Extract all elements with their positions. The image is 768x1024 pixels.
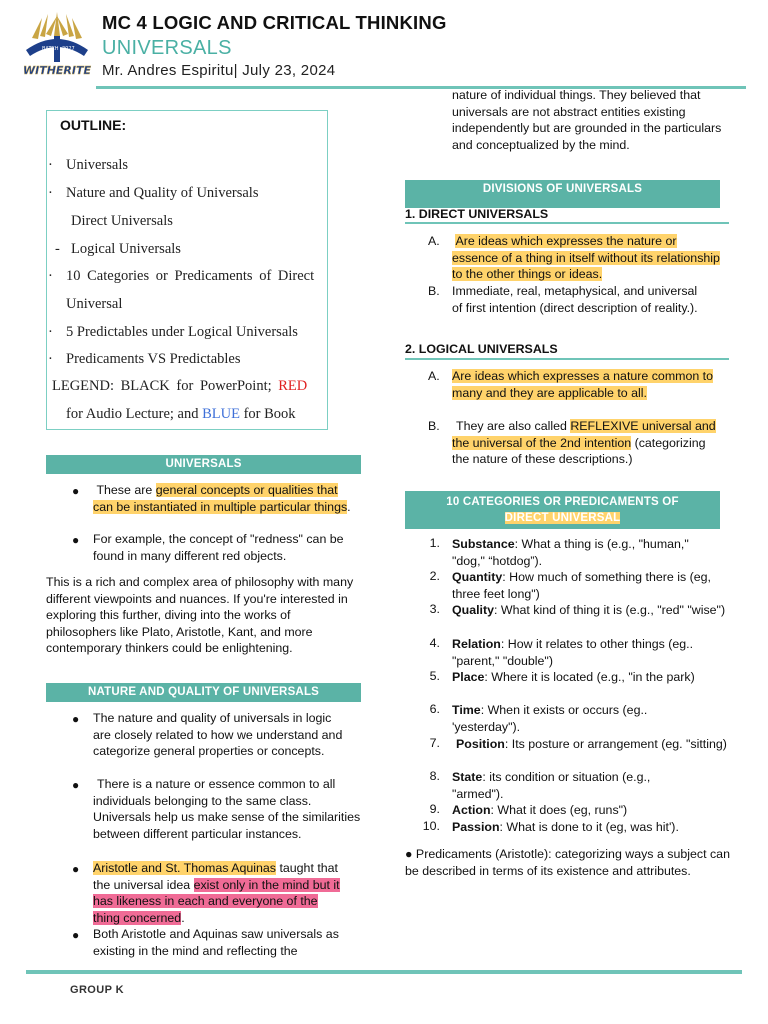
outline-item: Direct Universals — [71, 213, 173, 229]
legend-text: for Audio Lecture; and — [66, 406, 199, 422]
list-number: 5. — [429, 669, 440, 683]
nature-continued: nature of individual things. They believed that universals are not abstract entities existing independently but are grounded in the particulars and conceptualized by the mind. — [452, 88, 722, 152]
batch-logo — [18, 6, 96, 84]
author-date-line: Mr. Andres Espiritu| July 23, 2024 — [102, 62, 336, 79]
list-number: 4. — [429, 636, 440, 650]
category-item: Place: Where it is located (e.g., "in the park) — [452, 670, 695, 684]
list-number: 9. — [429, 802, 440, 816]
category-item: Quality: What kind of thing it is (e.g., "red" "wise") — [452, 603, 726, 617]
legend-line-2 — [66, 406, 296, 423]
category-item: Substance: What a thing is (e.g., "human," "dog," “hotdog”). — [452, 537, 689, 568]
outline-item: Logical Universals — [71, 241, 181, 257]
document-subtitle: UNIVERSALS — [102, 37, 232, 59]
list-number: 1. — [429, 536, 440, 550]
direct-item-b: Immediate, real, metaphysical, and universal of first intention (direct description of reality.). — [452, 284, 698, 315]
bullet-icon: ● — [72, 484, 80, 498]
logo-wordmark: WITHERITE — [22, 64, 92, 77]
logo-batch-text: BATCH — [42, 46, 59, 52]
categories-title-line-1: 10 CATEGORIES OR PREDICAMENTS OF — [446, 496, 679, 508]
section-header-categories — [405, 491, 720, 529]
outline-box — [46, 110, 328, 430]
nature-bullet-1: The nature and quality of universals in logic are closely related to how we understand and categorize general properties or concepts. — [93, 711, 343, 758]
list-number: 2. — [429, 569, 440, 583]
direct-item-a — [452, 233, 722, 283]
outline-heading: OUTLINE: — [60, 117, 127, 133]
logical-item-a — [452, 368, 717, 401]
logo-year-text: 2027 — [62, 46, 75, 52]
category-item: Relation: How it relates to other things (eg.. "parent," "double") — [452, 637, 694, 668]
logical-universals-heading: 2. LOGICAL UNIVERSALS — [405, 342, 558, 356]
legend-text: LEGEND: BLACK for PowerPoint; — [52, 378, 272, 394]
highlight-yellow: Are ideas which expresses the nature or essence of a thing in itself without its relationship to the other things or ideas. — [452, 234, 720, 281]
categories-title-line-2: DIRECT UNIVERSAL — [504, 512, 621, 524]
list-number: 8. — [429, 769, 440, 783]
outline-marker: · — [48, 268, 53, 284]
footer-group-label: GROUP K — [70, 984, 124, 996]
outline-item: Predicaments VS Predictables — [66, 351, 241, 367]
document-title: MC 4 LOGIC AND CRITICAL THINKING — [102, 12, 447, 33]
highlight-yellow: REFLEXIVE universal and the universal of the 2nd intention — [452, 419, 716, 450]
bullet-icon: ● — [72, 928, 80, 942]
direct-universals-heading: 1. DIRECT UNIVERSALS — [405, 207, 549, 221]
highlight-pink: exist only in the mind but it has likeness in each and everyone of the thing concerned — [93, 877, 340, 925]
list-marker: A. — [428, 234, 440, 248]
list-number: 7. — [429, 736, 440, 750]
predicaments-note: ● Predicaments (Aristotle): categorizing ways a subject can be described in terms of its existence and attributes. — [405, 847, 730, 878]
category-item: Passion: What is done to it (eg, was hit'). — [452, 820, 679, 834]
subheading-rule — [405, 358, 729, 360]
outline-marker: · — [48, 351, 53, 367]
nature-bullet-4: Both Aristotle and Aquinas saw universals as existing in the mind and reflecting the — [93, 927, 339, 958]
highlight-yellow: general concepts or qualities that can be instantiated in multiple particular things — [93, 483, 348, 514]
highlight-yellow: Are ideas which expresses a nature common to many and they are applicable to all. — [452, 369, 714, 400]
outline-item: Universals — [66, 157, 129, 173]
footer-divider — [26, 970, 742, 974]
subheading-rule — [405, 222, 729, 224]
list-number: 3. — [429, 602, 440, 616]
category-item: Time: When it exists or occurs (eg.. 'yesterday"). — [452, 703, 648, 734]
bullet-icon: ● — [72, 712, 80, 726]
legend-blue: BLUE — [202, 406, 240, 422]
list-marker: A. — [428, 369, 440, 383]
list-number: 6. — [429, 702, 440, 716]
logical-item-b: They are also called REFLEXIVE universal and the universal of the 2nd intention (categorizing the nature of these descriptions.) — [452, 419, 716, 466]
outline-marker: · — [48, 324, 53, 340]
category-item: State: its condition or situation (e.g., "armed"). — [452, 770, 651, 801]
outline-item: Universal — [66, 296, 123, 312]
bullet-icon: ● — [72, 533, 80, 547]
category-item: Position: Its posture or arrangement (eg. "sitting) — [456, 737, 727, 751]
bullet-icon: ● — [72, 862, 80, 876]
section-header-divisions: DIVISIONS OF UNIVERSALS — [405, 180, 720, 208]
universals-bullet-1: These are general concepts or qualities that can be instantiated in multiple particular things. — [93, 483, 351, 514]
nature-bullet-3: Aristotle and St. Thomas Aquinas taught that the universal idea exist only in the mind but it has likeness in each and everyone of the thing concerned. — [93, 861, 340, 925]
outline-item: Nature and Quality of Universals — [66, 185, 259, 201]
outline-item: 5 Predictables under Logical Universals — [66, 324, 298, 340]
outline-item: 10 Categories or Predicaments of Direct — [66, 268, 315, 284]
outline-marker: · — [48, 185, 53, 201]
section-header-universals: UNIVERSALS — [46, 455, 361, 474]
list-number: 10. — [422, 819, 440, 833]
outline-marker: - — [55, 241, 60, 257]
legend-red: RED — [278, 378, 308, 394]
legend-text: for Book — [243, 406, 296, 422]
highlight-yellow: Aristotle and St. Thomas Aquinas — [93, 861, 276, 875]
universals-paragraph: This is a rich and complex area of philosophy with many different viewpoints and nuances. If you're interested in exploring this further, diving into the works of philosophers like Plato, Aristotle, Kant, and more contemporary thinkers could be enlightening. — [46, 575, 354, 655]
list-marker: B. — [428, 419, 440, 433]
category-item: Quantity: How much of something there is (eg, three feet long") — [452, 570, 711, 601]
universals-bullet-2: For example, the concept of "redness" can be found in many different red objects. — [93, 532, 344, 563]
category-item: Action: What it does (eg, runs") — [452, 803, 628, 817]
section-header-nature-quality: NATURE AND QUALITY OF UNIVERSALS — [46, 683, 361, 702]
nature-bullet-2: There is a nature or essence common to all individuals belonging to the same class. Universals help us make sense of the similarities between different particular instances. — [93, 777, 361, 841]
legend-line-1 — [52, 378, 307, 395]
list-marker: B. — [428, 284, 440, 298]
bullet-icon: ● — [72, 778, 80, 792]
outline-marker: · — [48, 157, 53, 173]
